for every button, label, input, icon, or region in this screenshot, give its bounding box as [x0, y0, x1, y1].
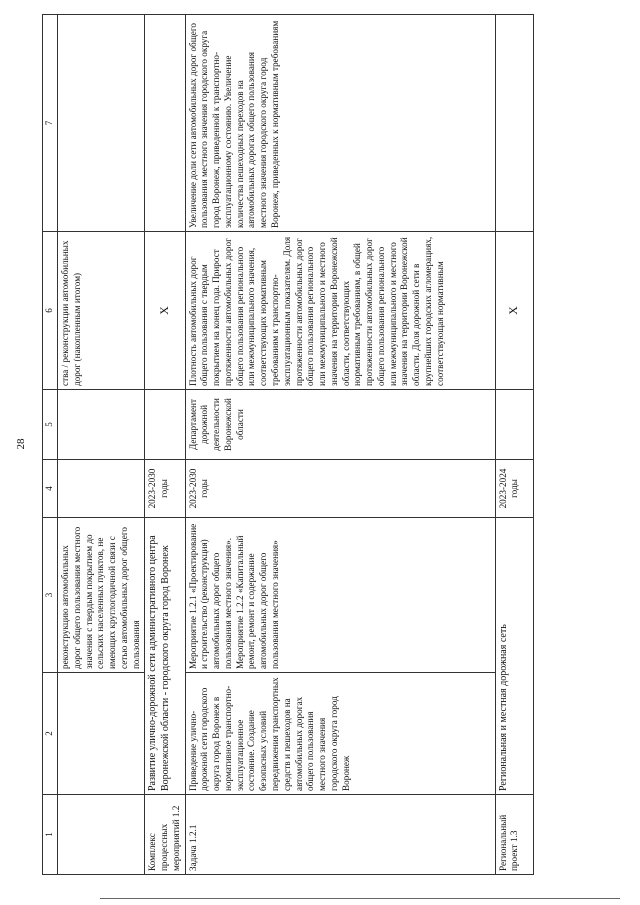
empty-cell	[58, 390, 145, 460]
page-number: 28	[15, 438, 27, 450]
column-number: 3	[43, 518, 58, 673]
cell-task-description: Приведение улично-дорожной сети городского округа город Воронеж в нормативное транспортно-эксплуатационное состояние. Создание безопасных условий передвижения транспортных средств и пешеходов на автомобильных дорогах общего пользования местного значения городского округа город Воронеж	[185, 673, 495, 795]
cell-regional-title: Региональная и местная дорожная сеть	[495, 518, 533, 795]
program-table	[42, 14, 534, 875]
cell-complex-label: Комплекс процессных мероприятий 1.2	[145, 795, 185, 875]
empty-cell	[58, 673, 145, 795]
rotated-table-container	[42, 15, 622, 875]
cell-regional-x: X	[495, 232, 533, 390]
column-number: 4	[43, 460, 58, 518]
cell-task-indicators: Плотность автомобильных дорог общего пользования с твердым покрытием на конец года. Прирост протяженности автомобильных дорог общего пользования регионального или межмуниципального значения, соответствующих нормативным требованиям к транспортно-эксплуатационным показателям. Доля протяженности автомобильных дорог общего пользования регионального или межмуниципального и местного значения на территории Воронежской области, соответствующих нормативным требованиям, в общей протяженности автомобильных дорог общего пользования регионального или межмуниципального и местного значения на территории Воронежской области. Доля дорожной сети в крупнейших городских агломерациях, соответствующая нормативным	[185, 232, 495, 390]
cell-complex-period: 2023-2030 годы	[145, 460, 185, 518]
cell-task-label: Задача 1.2.1	[185, 795, 495, 875]
task-row	[185, 15, 495, 875]
cell-regional-label: Региональный проект 1.3	[495, 795, 533, 875]
cell-task-responsible: Департамент дорожной деятельности Воронежской области	[185, 390, 495, 460]
column-number: 6	[43, 232, 58, 390]
continuation-row	[58, 15, 145, 875]
cell-task-activities: Мероприятие 1.2.1 «Проектирование и строительство (реконструкция) автомобильных дорог общего пользования местного значения». Мероприятие 1.2.2 «Капитальный ремонт, ремонт и содержание автомобильных дорог общего пользования местного значения»	[185, 518, 495, 673]
column-number: 5	[43, 390, 58, 460]
cell-complex-x: X	[145, 232, 185, 390]
empty-cell	[58, 15, 145, 232]
cell-task-period: 2023-2030 годы	[185, 460, 495, 518]
empty-cell	[145, 15, 185, 232]
cell-activity-continued: реконструкцию автомобильных дорог общего пользования местного значения с твердым покрытием до сельских населенных пунктов, не имеющих круглогодичной связи с сетью автомобильных дорог общего пользования	[58, 518, 145, 673]
column-number: 2	[43, 673, 58, 795]
column-number: 7	[43, 15, 58, 232]
cell-regional-period: 2023-2024 годы	[495, 460, 533, 518]
empty-cell	[58, 460, 145, 518]
cell-indicator-continued: ства / реконструкции автомобильных дорог (накопленным итогом)	[58, 232, 145, 390]
column-number-row	[43, 15, 58, 875]
regional-row	[495, 15, 533, 875]
complex-row	[145, 15, 185, 875]
empty-cell	[495, 390, 533, 460]
column-number: 1	[43, 795, 58, 875]
empty-cell	[58, 795, 145, 875]
empty-cell	[145, 390, 185, 460]
empty-cell	[495, 15, 533, 232]
cell-task-results: Увеличение доли сети автомобильных дорог общего пользования местного значения городского округа город Воронеж, приведенной к транспортно-эксплуатационному состоянию. Увеличение количества пешеходных переходов на автомобильных дорогах общего пользования местного значения городского округа город Воронеж, приведенных к нормативным требованиям	[185, 15, 495, 232]
page-bottom-rule	[100, 898, 620, 899]
cell-complex-title: Развитие улично-дорожной сети административного центра Воронежской области - городского округа город Воронеж	[145, 518, 185, 795]
